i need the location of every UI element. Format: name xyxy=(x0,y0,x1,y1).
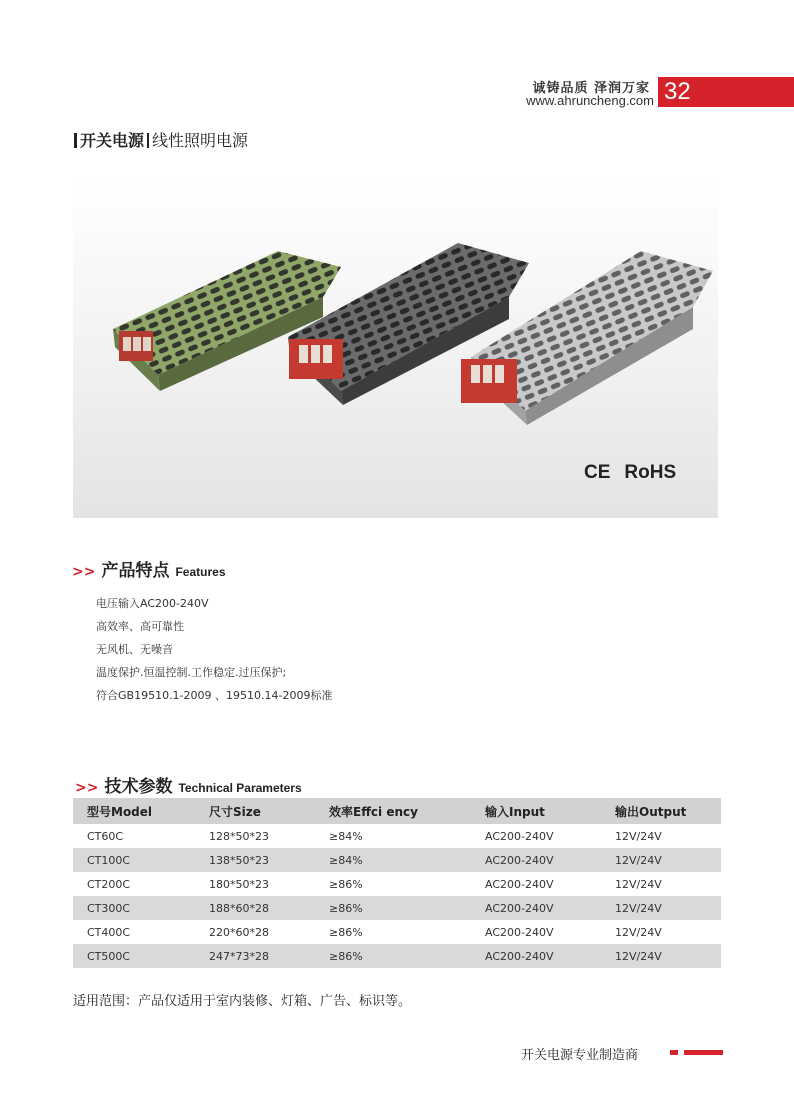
cell-size: 138*50*23 xyxy=(195,848,315,872)
title-bar xyxy=(74,133,77,148)
section-title-rest: 线性照明电源 xyxy=(152,131,249,150)
cell-efficiency: ≥86% xyxy=(329,925,363,939)
cell-efficiency: ≥84% xyxy=(315,848,471,872)
parameters-table xyxy=(73,798,721,968)
col-input: 输入Input xyxy=(471,798,601,824)
section-title-bold: 开关电源 xyxy=(80,131,145,150)
footer-accent-short xyxy=(670,1050,678,1055)
application-note: 适用范围：产品仅适用于室内装修、灯箱、广告、标识等。 xyxy=(73,994,412,1009)
header-divider xyxy=(656,77,658,107)
feature-item: 电压输入AC200-240V xyxy=(96,597,209,610)
cell-efficiency: ≥86% xyxy=(315,896,471,920)
feature-item: 温度保护.恒温控制.工作稳定.过压保护; xyxy=(96,666,287,679)
cell-output: 12V/24V xyxy=(601,944,721,968)
feature-item: 无风机、无噪音 xyxy=(96,643,173,656)
cell-input: AC200-240V xyxy=(485,829,554,843)
cell-model: CT200C xyxy=(87,877,131,891)
features-title-cn: 产品特点 xyxy=(101,561,170,581)
features-list xyxy=(96,596,332,711)
header-slogan: 诚铸品质 泽润万家 xyxy=(532,81,650,96)
col-model: 型号Model xyxy=(73,798,195,824)
cell-size: 247*73*28 xyxy=(195,944,315,968)
params-arrows: >> xyxy=(75,780,99,796)
feature-item: 符合GB19510.1-2009 、19510.14-2009标准 xyxy=(96,689,333,702)
footer-text: 开关电源专业制造商 xyxy=(521,1048,639,1063)
cell-input: AC200-240V xyxy=(485,925,554,939)
cell-output: 12V/24V xyxy=(615,925,662,939)
cell-size: 128*50*23 xyxy=(209,829,269,843)
cell-model: CT300C xyxy=(73,896,195,920)
cell-size: 220*60*28 xyxy=(209,925,269,939)
col-efficiency: 效率Effci ency xyxy=(315,798,471,824)
cell-model: CT60C xyxy=(87,829,124,843)
cell-input: AC200-240V xyxy=(471,848,601,872)
features-arrows: >> xyxy=(72,564,96,580)
col-output: 输出Output xyxy=(601,798,721,824)
footer-accent-long xyxy=(684,1050,723,1055)
features-heading xyxy=(72,556,226,581)
table-row xyxy=(73,920,721,944)
params-title-cn: 技术参数 xyxy=(104,777,173,797)
section-title xyxy=(74,128,248,151)
cell-model: CT100C xyxy=(73,848,195,872)
table-row xyxy=(73,896,721,920)
params-heading xyxy=(75,772,302,797)
cell-output: 12V/24V xyxy=(601,896,721,920)
cell-output: 12V/24V xyxy=(615,829,662,843)
params-title-en: Technical Parameters xyxy=(178,781,302,795)
cell-efficiency: ≥84% xyxy=(329,829,363,843)
cell-model: CT400C xyxy=(87,925,131,939)
header-url: www.ahruncheng.com xyxy=(526,93,654,108)
table-row xyxy=(73,848,721,872)
cell-input: AC200-240V xyxy=(471,896,601,920)
cell-model: CT500C xyxy=(73,944,195,968)
cell-efficiency: ≥86% xyxy=(315,944,471,968)
certification-marks xyxy=(584,462,690,484)
cell-output: 12V/24V xyxy=(615,877,662,891)
cell-output: 12V/24V xyxy=(601,848,721,872)
cell-size: 180*50*23 xyxy=(209,877,269,891)
cell-input: AC200-240V xyxy=(471,944,601,968)
page-number: 32 xyxy=(664,78,691,105)
table-row xyxy=(73,824,721,848)
ce-mark: CE xyxy=(584,462,611,483)
features-title-en: Features xyxy=(175,565,226,579)
cell-efficiency: ≥86% xyxy=(329,877,363,891)
product-photo xyxy=(73,179,718,518)
cell-size: 188*60*28 xyxy=(195,896,315,920)
feature-item: 高效率、高可靠性 xyxy=(96,620,184,633)
title-separator xyxy=(147,133,149,148)
col-size: 尺寸Size xyxy=(195,798,315,824)
cell-input: AC200-240V xyxy=(485,877,554,891)
table-row xyxy=(73,872,721,896)
table-row xyxy=(73,944,721,968)
table-header-row xyxy=(73,798,721,824)
rohs-mark: RoHS xyxy=(624,462,677,483)
